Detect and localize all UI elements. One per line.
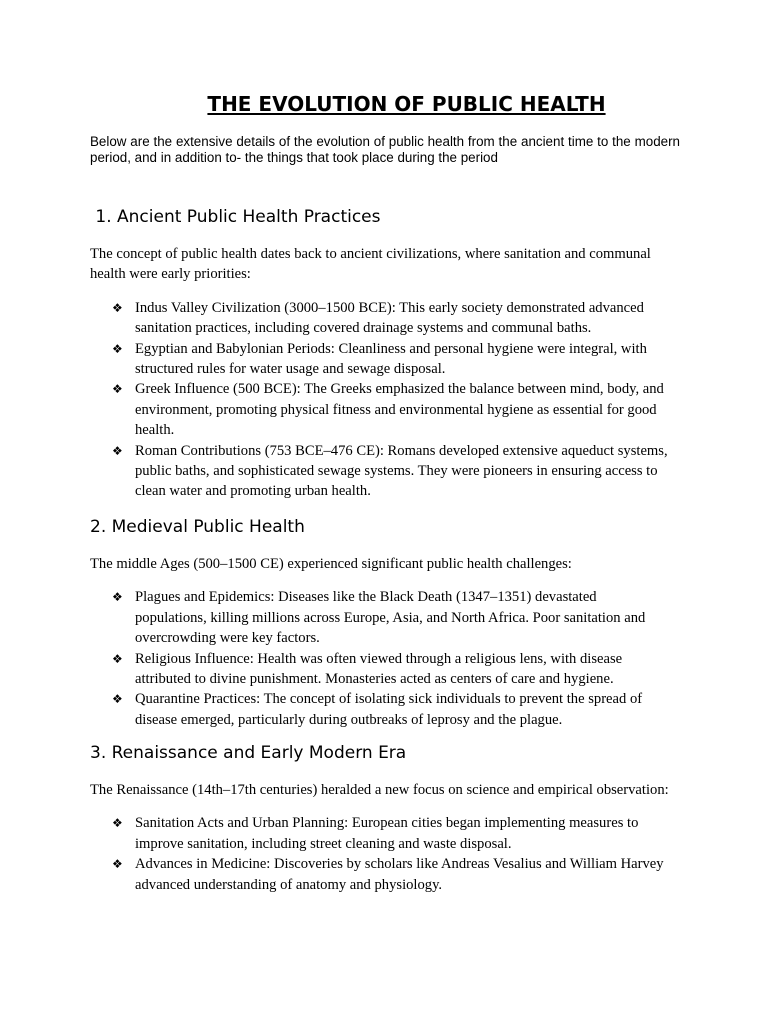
- diamond-bullet-icon: ❖: [112, 300, 123, 315]
- list-item: [90, 689, 670, 730]
- diamond-bullet-icon: ❖: [112, 692, 123, 707]
- section-medieval: [90, 516, 690, 730]
- list-item-text: Greek Influence (500 BCE): The Greeks emphasized the balance between mind, body, and environment, promoting physical fitness and environmental hygiene as essential for good health.: [135, 381, 664, 439]
- list-item-text: Sanitation Acts and Urban Planning: European cities began implementing measures to improve sanitation, including street cleaning and waste disposal.: [135, 815, 639, 852]
- section-intro: The Renaissance (14th–17th centuries) heralded a new focus on science and empirical observation:: [90, 782, 669, 798]
- section-renaissance: [90, 742, 690, 895]
- list-item: [90, 649, 670, 690]
- section-intro: The concept of public health dates back to ancient civilizations, where sanitation and communal health were early priorities:: [90, 246, 651, 283]
- section-heading: 1. Ancient Public Health Practices: [90, 207, 381, 227]
- list-item-text: Egyptian and Babylonian Periods: Cleanliness and personal hygiene were integral, with structured rules for water usage and sewage disposal.: [135, 340, 647, 378]
- bullet-list: [90, 587, 690, 730]
- list-item-text: Quarantine Practices: The concept of isolating sick individuals to prevent the spread of disease emerged, particularly during outbreaks of leprosy and the plague.: [135, 691, 643, 728]
- list-item-text: Plagues and Epidemics: Diseases like the Black Death (1347–1351) devastated populations, killing millions across Europe, Asia, and North Africa. Poor sanitation and overcrowding were key factors.: [135, 589, 646, 647]
- section-intro: The middle Ages (500–1500 CE) experienced significant public health challenges:: [90, 556, 572, 572]
- diamond-bullet-icon: ❖: [112, 651, 123, 666]
- diamond-bullet-icon: ❖: [112, 382, 123, 397]
- list-item-text: Roman Contributions (753 BCE–476 CE): Romans developed extensive aqueduct systems, public baths, and sophisticated sewage systems. They were pioneers in ensuring access to clean water and promoting urban health.: [135, 442, 668, 500]
- list-item: [90, 298, 670, 339]
- list-item-text: Advances in Medicine: Discoveries by scholars like Andreas Vesalius and William Harvey advanced understanding of anatomy and physiology.: [135, 856, 664, 893]
- list-item: [90, 854, 670, 895]
- bullet-list: [90, 298, 690, 502]
- section-ancient: [90, 206, 690, 502]
- list-item: [90, 813, 670, 854]
- diamond-bullet-icon: ❖: [112, 341, 123, 356]
- list-item: [90, 587, 670, 648]
- section-heading: 2. Medieval Public Health: [90, 517, 305, 537]
- list-item: [90, 379, 670, 440]
- diamond-bullet-icon: ❖: [112, 443, 123, 458]
- diamond-bullet-icon: ❖: [112, 857, 123, 872]
- document-intro: Below are the extensive details of the evolution of public health from the ancient time to the modern period, and in addition to- the things that took place during the period: [90, 134, 680, 165]
- list-item-text: Religious Influence: Health was often viewed through a religious lens, with disease attributed to divine punishment. Monasteries acted as centers of care and hygiene.: [135, 650, 623, 688]
- list-item: [90, 339, 670, 380]
- diamond-bullet-icon: ❖: [112, 590, 123, 605]
- document-title: THE EVOLUTION OF PUBLIC HEALTH: [207, 92, 606, 116]
- list-item-text: Indus Valley Civilization (3000–1500 BCE): This early society demonstrated advanced sanitation practices, including covered drainage systems and communal baths.: [135, 299, 644, 337]
- section-heading: 3. Renaissance and Early Modern Era: [90, 743, 407, 763]
- bullet-list: [90, 813, 690, 895]
- diamond-bullet-icon: ❖: [112, 816, 123, 831]
- list-item: [90, 441, 670, 502]
